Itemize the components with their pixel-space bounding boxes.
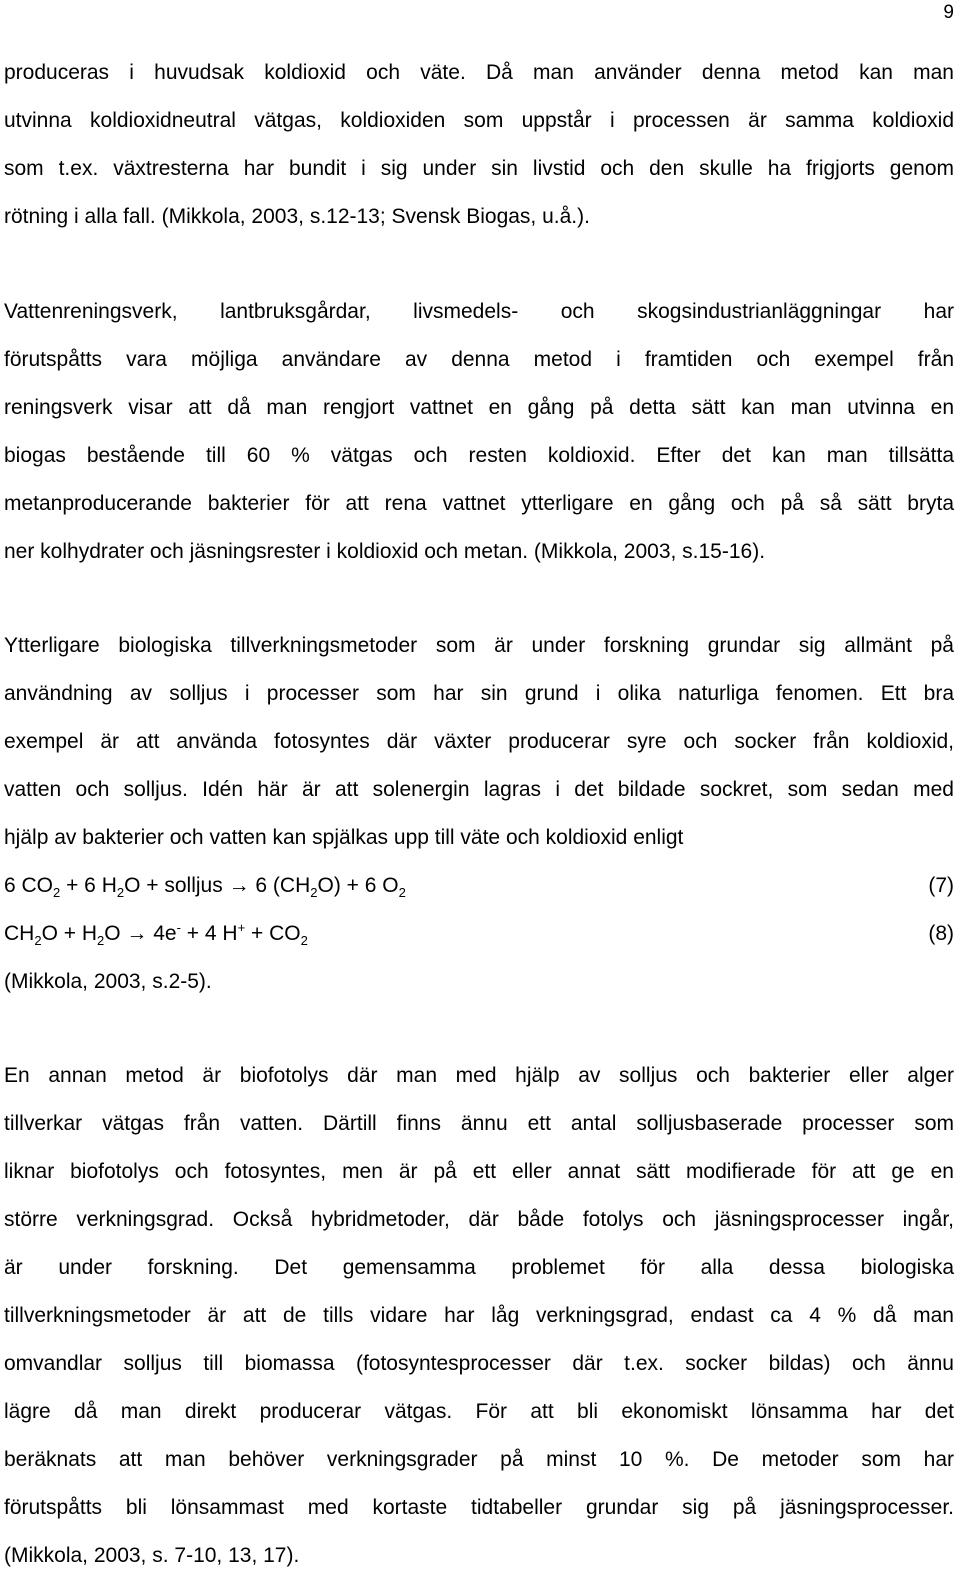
- text-line: tillverkningsmetoder är att de tills vidare har låg verkningsgrad, endast ca 4 % då man: [4, 1304, 954, 1327]
- page-number: 9: [943, 2, 954, 23]
- text-line: exempel är att använda fotosyntes där växter producerar syre och socker från koldioxid,: [4, 730, 954, 753]
- eq-part: 4e: [147, 922, 177, 945]
- text-line: förutspåtts bli lönsammast med kortaste tidtabeller grundar sig på jäsningsprocesser.: [4, 1496, 954, 1519]
- equation-formula: [4, 862, 406, 910]
- eq-part: + CO: [245, 922, 301, 945]
- text-line: användning av solljus i processer som har sin grund i olika naturliga fenomen. Ett bra: [4, 682, 954, 705]
- eq-part: O) + 6 O: [317, 874, 399, 897]
- eq-subscript: 2: [97, 933, 105, 949]
- text-line: förutspåtts vara möjliga användare av denna metod i framtiden och exempel från: [4, 348, 954, 371]
- eq-subscript: 2: [310, 885, 318, 901]
- text-line: produceras i huvudsak koldioxid och väte. Då man använder denna metod kan man: [4, 61, 954, 84]
- eq-subscript: 2: [34, 933, 42, 949]
- text-line: Ytterligare biologiska tillverkningsmetoder som är under forskning grundar sig allmänt på: [4, 634, 954, 657]
- text-line: som t.ex. växtresterna har bundit i sig under sin livstid och den skulle ha frigjorts genom: [4, 157, 954, 180]
- eq-part: O + solljus: [124, 874, 229, 897]
- text-line: är under forskning. Det gemensamma problemet för alla dessa biologiska: [4, 1256, 954, 1279]
- text-line: metanproducerande bakterier för att rena vattnet ytterligare en gång och på så sätt bryta: [4, 492, 954, 515]
- text-line: större verkningsgrad. Också hybridmetoder, där både fotolys och jäsningsprocesser ingår,: [4, 1208, 954, 1231]
- equation-8: [4, 910, 954, 958]
- equation-number: (8): [928, 922, 954, 945]
- text-line: vatten och solljus. Idén här är att solenergin lagras i det bildade sockret, som sedan med: [4, 778, 954, 801]
- eq-subscript: 2: [53, 885, 61, 901]
- text-line: reningsverk visar att då man rengjort vattnet en gång på detta sätt kan man utvinna en: [4, 396, 954, 419]
- eq-part: 6 CO: [4, 874, 54, 897]
- paragraph-4: [4, 1052, 954, 1580]
- text-line: lägre då man direkt producerar vätgas. För att bli ekonomiskt lönsamma har det: [4, 1400, 954, 1423]
- eq-part: 6 (CH: [249, 874, 311, 897]
- eq-superscript: -: [176, 920, 181, 935]
- text-line: omvandlar solljus till biomassa (fotosyntesprocesser där t.ex. socker bildas) och ännu: [4, 1352, 954, 1375]
- text-line: hjälp av bakterier och vatten kan spjälkas upp till väte och koldioxid enligt: [4, 826, 684, 849]
- text-line: rötning i alla fall. (Mikkola, 2003, s.12-13; Svensk Biogas, u.å.).: [4, 205, 590, 228]
- paragraph-1: [4, 49, 954, 241]
- text-line: beräknats att man behöver verkningsgrader på minst 10 %. De metoder som har: [4, 1448, 954, 1471]
- text-line: En annan metod är biofotolys där man med hjälp av solljus och bakterier eller alger: [4, 1064, 954, 1087]
- paragraph-2: [4, 288, 954, 576]
- eq-part: O + H: [41, 922, 98, 945]
- eq-subscript: 2: [116, 885, 125, 901]
- text-line: Vattenreningsverk, lantbruksgårdar, livsmedels- och skogsindustrianläggningar har: [4, 300, 954, 323]
- paragraph-3: [4, 622, 954, 1006]
- eq-part: + 4 H: [180, 922, 238, 945]
- eq-subscript: 2: [300, 933, 308, 949]
- text-line: (Mikkola, 2003, s. 7-10, 13, 17).: [4, 1544, 300, 1567]
- eq-part: CH: [4, 922, 35, 945]
- text-line: tillverkar vätgas från vatten. Därtill finns ännu ett antal solljusbaserade processer som: [4, 1112, 954, 1135]
- text-line: utvinna koldioxidneutral vätgas, koldioxiden som uppstår i processen är samma koldioxid: [4, 109, 954, 132]
- eq-part: + 6 H: [60, 874, 117, 897]
- arrow-icon: →: [126, 922, 148, 945]
- equation-number: (7): [928, 874, 954, 897]
- equation-formula: [4, 910, 308, 958]
- text-line: ner kolhydrater och jäsningsrester i koldioxid och metan. (Mikkola, 2003, s.15-16).: [4, 540, 766, 563]
- text-line: biogas bestående till 60 % vätgas och resten koldioxid. Efter det kan man tillsätta: [4, 444, 954, 467]
- arrow-icon: →: [228, 874, 250, 897]
- eq-subscript: 2: [398, 885, 406, 901]
- equation-7: [4, 862, 954, 910]
- eq-part: O: [104, 922, 127, 945]
- text-line: liknar biofotolys och fotosyntes, men är på ett eller annat sätt modifierade för att ge en: [4, 1160, 954, 1183]
- citation: (Mikkola, 2003, s.2-5).: [4, 970, 212, 993]
- eq-superscript: +: [237, 920, 246, 935]
